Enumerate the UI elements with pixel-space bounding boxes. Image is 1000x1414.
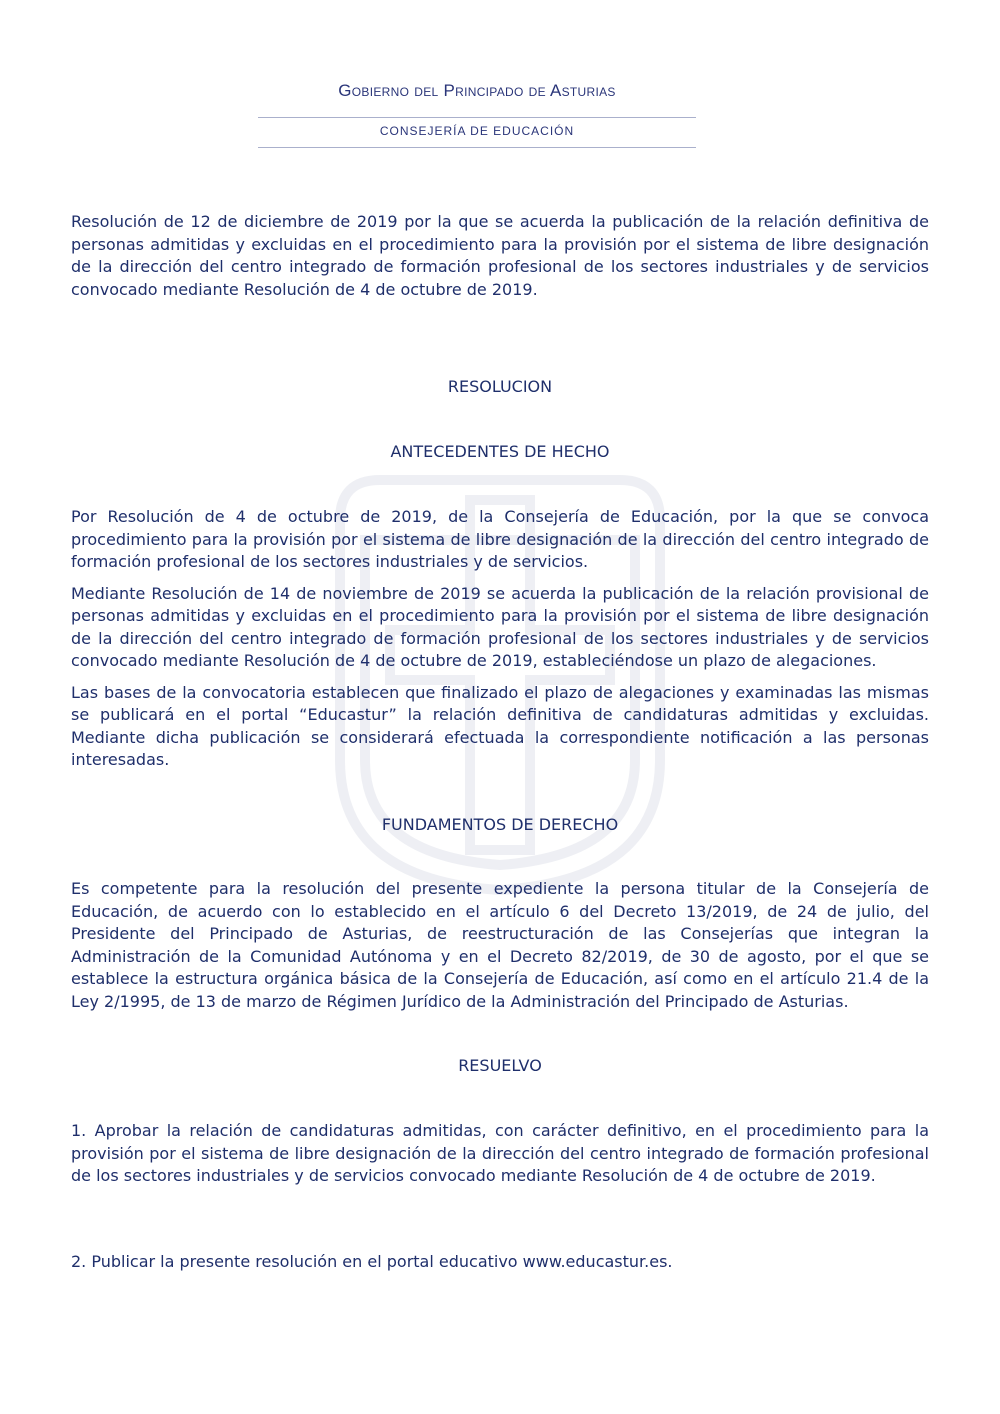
antecedentes-heading: ANTECEDENTES DE HECHO (390, 442, 610, 461)
resuelvo-item (71, 1251, 929, 1274)
antecedente-paragraph: Las bases de la convocatoria establecen que finalizado el plazo de alegaciones y examinadas las mismas se publicará en el portal “Educastur” la relación definitiva de candidaturas admitidas y excluidas. Mediante dicha publicación se considerará efectuada la correspondiente notificación a las personas interesadas. (71, 682, 929, 769)
resuelvo-item (71, 1120, 929, 1188)
antecedente-paragraph: Por Resolución de 4 de octubre de 2019, de la Consejería de Educación, por la que se convoca procedimiento para la provisión por el sistema de libre designación de la dirección del centro integrado de formación profesional de los sectores industriales y de servicios. (71, 507, 929, 571)
fundamentos-section (71, 878, 929, 1013)
resuelvo-paragraph: 1. Aprobar la relación de candidaturas admitidas, con carácter definitivo, en el procedimiento para la provisión por el sistema de libre designación de la dirección del centro integrado de formación profesional de los sectores industriales y de servicios convocado mediante Resolución de 4 de octubre de 2019. (71, 1121, 929, 1185)
title-block (71, 211, 929, 301)
resolution-heading: RESOLUCION (447, 377, 553, 396)
antecedente-paragraph: Mediante Resolución de 14 de noviembre de 2019 se acuerda la publicación de la relación provisional de personas admitidas y excluidas en el procedimiento para la provisión por el sistema de libre designación de la dirección del centro integrado de formación profesional de los sectores industriales y de servicios convocado mediante Resolución de 4 de octubre de 2019, estableciéndose un plazo de alegaciones. (71, 583, 929, 670)
fundamentos-heading: FUNDAMENTOS DE DERECHO (381, 815, 619, 834)
header-divider-bottom (258, 147, 696, 148)
letterhead (258, 80, 696, 148)
header-divider-top (258, 117, 696, 118)
fundamentos-paragraph: Es competente para la resolución del presente expediente la persona titular de la Consejería de Educación, de acuerdo con lo establecido en el artículo 6 del Decreto 13/2019, de 24 de julio, del Presidente del Principado de Asturias, de reestructuración de las Consejerías que integran la Administración de la Comunidad Autónoma y en el Decreto 82/2019, de 30 de agosto, por el que se establece la estructura orgánica básica de la Consejería de Educación, así como en el artículo 21.4 de la Ley 2/1995, de 13 de marzo de Régimen Jurídico de la Administración del Principado de Asturias. (71, 879, 929, 1011)
document-title: Resolución de 12 de diciembre de 2019 por la que se acuerda la publicación de la relación definitiva de personas admitidas y excluidas en el procedimiento para la provisión por el sistema de libre designación de la dirección del centro integrado de formación profesional de los sectores industriales y de servicios convocado mediante Resolución de 4 de octubre de 2019. (71, 212, 929, 299)
government-title: Gobierno del Principado de Asturias (338, 81, 616, 100)
resuelvo-paragraph: 2. Publicar la presente resolución en el portal educativo www.educastur.es. (71, 1252, 673, 1271)
department-name: CONSEJERÍA DE EDUCACIÓN (379, 124, 575, 138)
antecedentes-section (71, 506, 929, 772)
resuelvo-heading: RESUELVO (458, 1056, 542, 1075)
